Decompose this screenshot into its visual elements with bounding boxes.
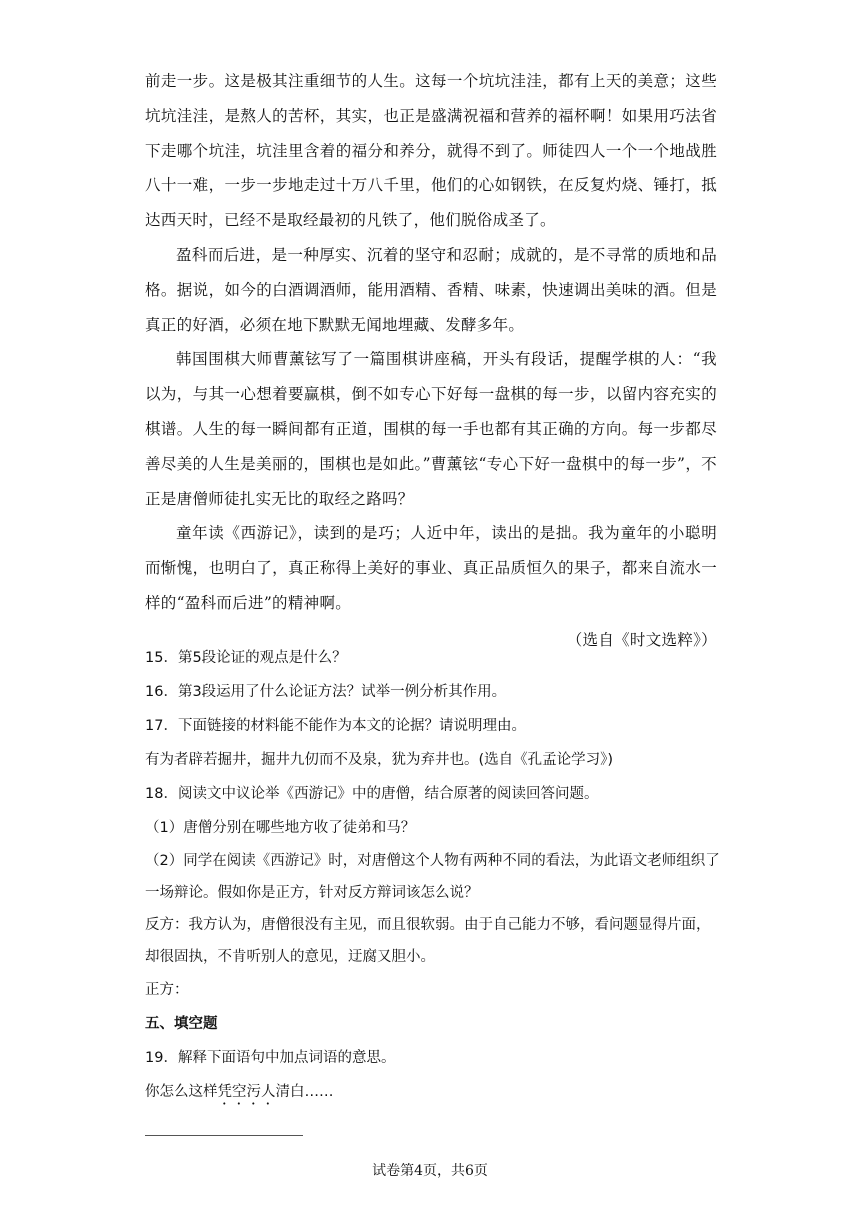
footnote-divider — [145, 1135, 303, 1136]
section-5-title: 五、填空题 — [145, 1016, 218, 1032]
question-17-material: 有为者辟若掘井，掘井九仞而不及泉，犹为弃井也。(选自《孔孟论学习》) — [145, 752, 614, 768]
question-18-part-1: （1）唐僧分别在哪些地方收了徒弟和马？ — [145, 820, 416, 836]
question-18-part-2: （2）同学在阅读《西游记》时，对唐僧这个人物有两种不同的看法，为此语文老师组织了一场辩论。假如你是正方，针对反方辩词该怎么说？ — [145, 853, 720, 901]
passage-paragraph-1: 前走一步。这是极其注重细节的人生。这每一个坑坑洼洼，都有上天的美意；这些坑坑洼洼，是熬人的苦杯，其实，也正是盛满祝福和营养的福杯啊！如果用巧法省下走哪个坑洼，坑洼里含着的福分和养分，就得不到了。师徒四人一个一个地战胜八十一难，一步一步地走过十万八千里，他们的心如钢铁，在反复灼烧、锤打，抵达西天时，已经不是取经最初的凡铁了，他们脱俗成圣了。 — [145, 72, 717, 230]
passage-source: （选自《时文选粹》） — [566, 630, 717, 649]
question-list — [145, 641, 720, 1109]
passage-paragraph-3: 韩国围棋大师曹薰铉写了一篇围棋讲座稿，开头有段话，提醒学棋的人：“我以为，与其一心想着要赢棋，倒不如专心下好每一盘棋的每一步，以留内容充实的棋谱。人生的每一瞬间都有正道，围棋的每一手也都有其正确的方向。每一步都尽善尽美的人生是美丽的，围棋也是如此。”曹薰铉“专心下好一盘棋中的每一步”，不正是唐僧师徒扎实无比的取经之路吗？ — [145, 350, 717, 508]
passage-paragraph-4: 童年读《西游记》，读到的是巧；人近中年，读出的是拙。我为童年的小聪明而惭愧，也明白了，真正称得上美好的事业、真正品质恒久的果子，都来自流水一样的“盈科而后进”的精神啊。 — [145, 524, 717, 612]
question-18-pro-answer-label: 正方： — [145, 982, 189, 998]
page-footer: 试卷第4页，共6页 — [372, 1163, 488, 1179]
question-16: 16．第3段运用了什么论证方法？试举一例分析其作用。 — [145, 684, 507, 700]
passage-paragraph-2: 盈科而后进，是一种厚实、沉着的坚守和忍耐；成就的，是不寻常的质地和品格。据说，如今的白酒调酒师，能用酒精、香精、味素，快速调出美味的酒。但是真正的好酒，必须在地下默默无闻地埋藏、发酵多年。 — [145, 245, 717, 334]
question-18-con-statement: 反方：我方认为，唐僧很没有主见，而且很软弱。由于自己能力不够，看问题显得片面，却很固执，不肯听别人的意见，迂腐又胆小。 — [145, 917, 711, 965]
question-18: 18．阅读文中议论举《西游记》中的唐僧，结合原著的阅读回答问题。 — [145, 786, 599, 802]
question-19-sentence — [145, 1075, 720, 1109]
question-15: 15．第5段论证的观点是什么？ — [145, 650, 347, 666]
question-19-suffix: 清白…… — [275, 1084, 334, 1100]
question-17: 17．下面链接的材料能不能作为本文的论据？请说明理由。 — [145, 718, 526, 734]
question-19-prefix: 你怎么这样 — [145, 1084, 218, 1100]
question-19: 19．解释下面语句中加点词语的意思。 — [145, 1050, 396, 1066]
question-19-dotted-word: 凭空污人 — [217, 1084, 276, 1100]
reading-passage — [145, 64, 717, 658]
